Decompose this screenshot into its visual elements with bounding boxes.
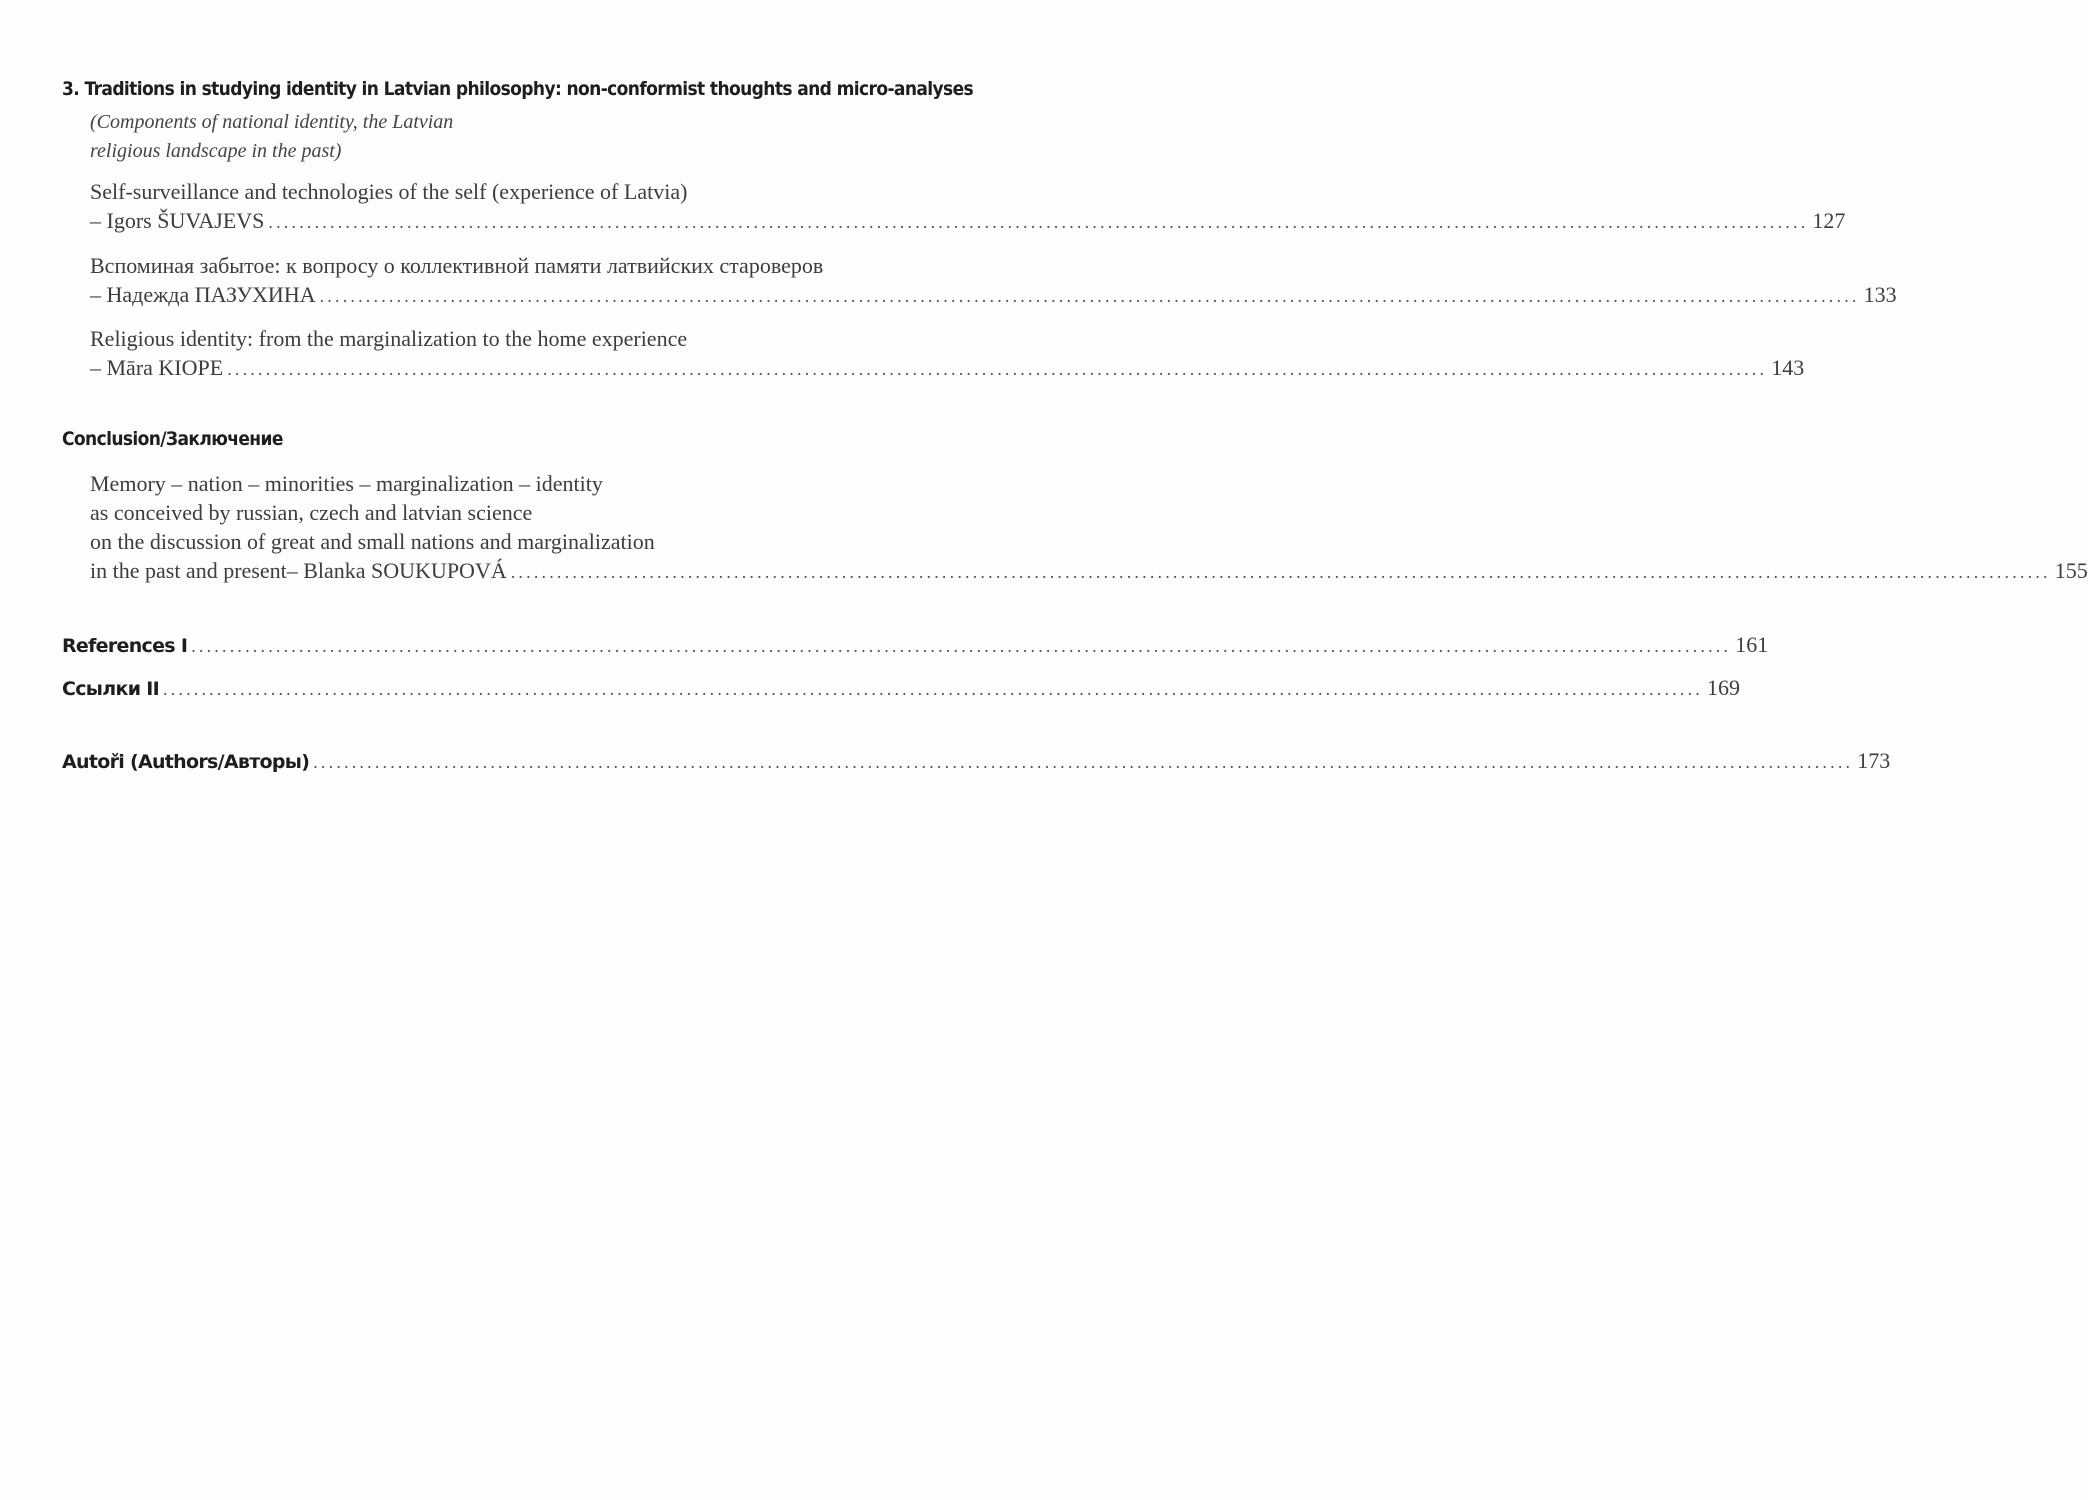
authors-title: Autoři (Authors/Авторы): [62, 751, 310, 773]
entry-author: – Igors ŠUVAJEVS: [90, 208, 265, 233]
toc-entry-kiope[interactable]: [90, 324, 1805, 384]
entry-title-line: Memory – nation – minorities – marginalization – identity: [90, 471, 603, 496]
section-3-subtitle-line: (Components of national identity, the Latvian: [90, 111, 454, 133]
entry-title: Вспоминая забытое: к вопросу о коллективной памяти латвийских староверов: [90, 253, 824, 278]
dot-leader: ........................................................................................................................................................................................................: [191, 636, 1732, 656]
page-number: 161: [1735, 632, 1769, 657]
toc-entry-authors[interactable]: [62, 746, 1891, 777]
toc-entry-references-2[interactable]: [62, 673, 1740, 704]
page-number: 169: [1706, 675, 1740, 700]
entry-author: – Надежда ПАЗУХИНА: [90, 282, 316, 307]
page-number: 143: [1771, 355, 1805, 380]
entry-author: in the past and present– Blanka SOUKUPOVÁ: [90, 558, 507, 583]
toc-entry-soukupova[interactable]: [90, 469, 2088, 587]
dot-leader: ........................................................................................................................................................................................................: [227, 359, 1768, 379]
references-1-title: References I: [62, 635, 188, 657]
toc-page: [62, 0, 2088, 1500]
entry-title-line: on the discussion of great and small nations and marginalization: [90, 529, 655, 554]
conclusion-title: Conclusion/Заключение: [62, 428, 283, 450]
entry-title: Religious identity: from the marginalization to the home experience: [90, 326, 688, 351]
entry-title-line: as conceived by russian, czech and latvian science: [90, 500, 533, 525]
entry-leader-row: [90, 353, 1805, 384]
entry-leader-row: [90, 556, 2088, 587]
entry-title: Self-surveillance and technologies of the self (experience of Latvia): [90, 179, 688, 204]
page-number: 173: [1857, 748, 1891, 773]
entry-leader-row: [90, 206, 1846, 237]
dot-leader: ........................................................................................................................................................................................................: [313, 752, 1854, 772]
dot-leader: ........................................................................................................................................................................................................: [162, 679, 1703, 699]
references-2-title: Ссылки II: [62, 678, 159, 700]
toc-entry-references-1[interactable]: [62, 630, 1769, 661]
entry-leader-row: [90, 280, 1897, 311]
section-3-title: 3. Traditions in studying identity in Latvian philosophy: non-conformist thoughts and micro-analyses: [62, 78, 974, 100]
page-number: 133: [1863, 282, 1897, 307]
entry-author: – Māra KIOPE: [90, 355, 224, 380]
dot-leader: ........................................................................................................................................................................................................: [510, 562, 2051, 582]
section-3-subtitle: [90, 108, 650, 166]
section-3-subtitle-line: religious landscape in the past): [90, 140, 342, 162]
toc-entry-suvajevs[interactable]: [90, 177, 1846, 237]
page-number: 127: [1812, 208, 1846, 233]
page-number: 155: [2054, 558, 2088, 583]
toc-entry-pazukhina[interactable]: [90, 251, 1897, 311]
dot-leader: ........................................................................................................................................................................................................: [319, 286, 1860, 306]
dot-leader: ........................................................................................................................................................................................................: [268, 212, 1809, 232]
